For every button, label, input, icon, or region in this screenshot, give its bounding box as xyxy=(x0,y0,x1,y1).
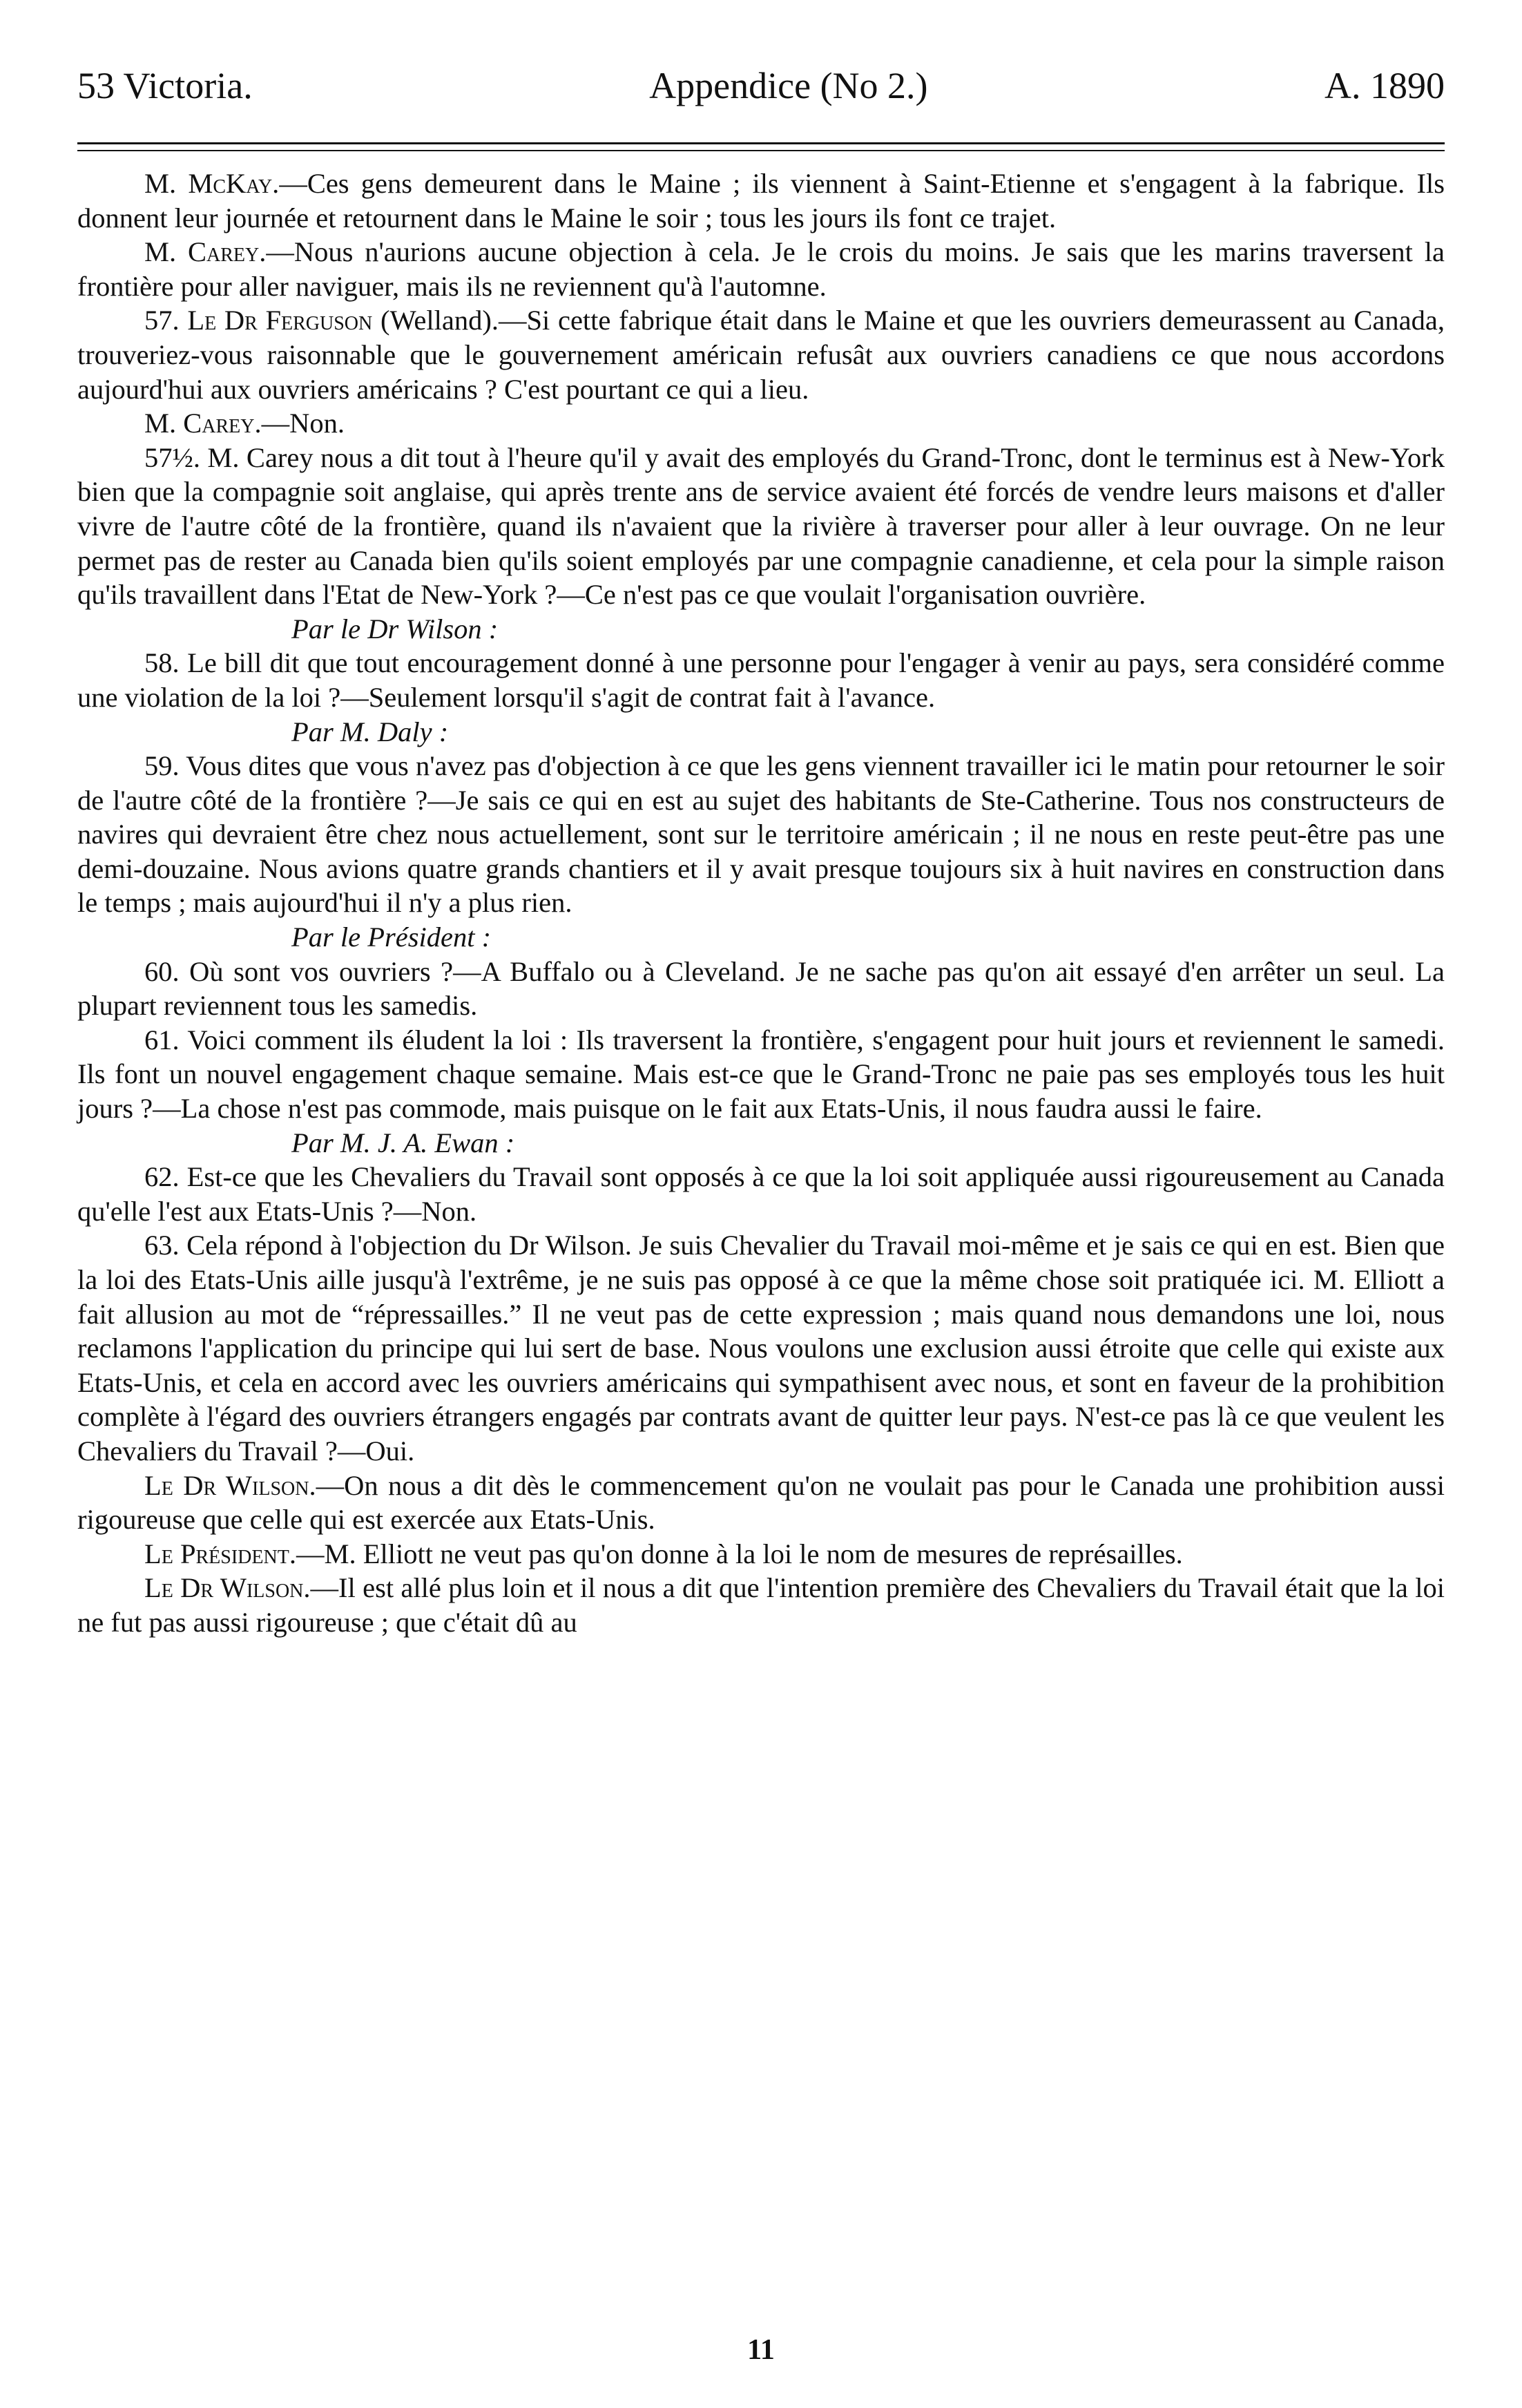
speaker-label: Le Président. xyxy=(144,1538,296,1569)
header-left: 53 Victoria. xyxy=(77,65,253,106)
speaker-label: M. Carey. xyxy=(144,236,267,268)
paragraph xyxy=(77,1469,1445,1537)
document-page xyxy=(77,64,1445,1640)
paragraph xyxy=(77,1023,1445,1126)
paragraph-text: —Non. xyxy=(261,408,345,439)
examiner-heading: Par M. Daly : xyxy=(291,716,449,747)
paragraph-text: —On nous a dit dès le commencement qu'on ne voulait pas pour le Canada une prohibition aussi rigoureuse que celle qui est exercée aux Etats-Unis. xyxy=(77,1469,1445,1536)
paragraph-text: 63. Cela répond à l'objection du Dr Wilson. Je suis Chevalier du Travail moi-même et je sais ce qui en est. Bien que la loi des Etats-Unis aille jusqu'à l'extrême, je ne suis pas opposé à ce que la même chose soit pratiquée ici. M. Elliott a fait allusion au mot de “répressailles.” Il ne veut pas de cette expression ; mais quand nous demandons une loi, nous reclamons l'application du principe qui lui sert de base. Nous voulons une exclusion aussi étroite que celle qui existe aux Etats-Unis, et cela en accord avec les ouvriers américains qui sympathisent avec nous, et sont en faveur de la prohibition complète à l'égard des ouvriers étrangers engagés par contrats avant de quitter leur pays. N'est-ce pas là ce que veulent les Chevaliers du Travail ?—Oui. xyxy=(77,1230,1445,1466)
paragraph-text: 62. Est-ce que les Chevaliers du Travail sont opposés à ce que la loi soit appliquée aussi rigoureusement au Canada qu'elle l'est aux Etats-Unis ?—Non. xyxy=(77,1161,1445,1227)
paragraph-text: (Welland).—Si cette fabrique était dans le Maine et que les ouvriers demeurassent au Canada, trouveriez-vous raisonnable que le gouvernement américain refusât aux ouvriers canadiens ce que nous accordons aujourd'hui aux ouvriers américains ? C'est pourtant ce qui a lieu. xyxy=(77,305,1445,405)
paragraph-text: 58. Le bill dit que tout encouragement donné à une personne pour l'engager à venir au pays, sera considéré comme une violation de la loi ?—Seulement lorsqu'il s'agit de contrat fait à l'avance. xyxy=(77,647,1445,713)
paragraph-text: 61. Voici comment ils éludent la loi : Ils traversent la frontière, s'engagent pour huit jours et reviennent le samedi. Ils font un nouvel engagement chaque semaine. Mais est-ce que le Grand-Tronc ne paie pas ses employés tous les huit jours ?—La chose n'est pas commode, mais puisque on le fait aux Etats-Unis, il nous faudra aussi le faire. xyxy=(77,1024,1445,1125)
paragraph xyxy=(77,1160,1445,1228)
paragraph-text: 60. Où sont vos ouvriers ?—A Buffalo ou à Cleveland. Je ne sache pas qu'on ait essayé d'en arrêter un seul. La plupart reviennent tous les samedis. xyxy=(77,955,1445,1022)
speaker-label: Le Dr Wilson. xyxy=(144,1572,311,1604)
paragraph-text: —Nous n'aurions aucune objection à cela. Je le crois du moins. Je sais que les marins traversent la frontière pour aller naviguer, mais ils ne reviennent qu'à l'automne. xyxy=(77,236,1445,302)
paragraph xyxy=(77,955,1445,1023)
paragraph-text: —Il est allé plus loin et il nous a dit que l'intention première des Chevaliers du Travail était que la loi ne fut pas aussi rigoureuse ; que c'était dû au xyxy=(77,1572,1445,1638)
header-rule xyxy=(77,142,1445,151)
paragraph xyxy=(77,166,1445,235)
running-header xyxy=(77,64,1445,112)
paragraph-text: —Ces gens demeurent dans le Maine ; ils viennent à Saint-Etienne et s'engagent à la fabrique. Ils donnent leur journée et retournent dans le Maine le soir ; tous les jours ils font ce trajet. xyxy=(77,168,1445,233)
paragraph-text: 59. Vous dites que vous n'avez pas d'objection à ce que les gens viennent travailler ici le matin pour retourner le soir de l'autre côté de la frontière ?—Je sais ce qui en est au sujet des habitants de Ste-Catherine. Tous nos constructeurs de navires qui devraient être chez nous actuellement, sont sur le territoire américain ; il ne nous en reste peut-être pas une demi-douzaine. Nous avions quatre grands chantiers et il y avait presque toujours six à huit navires en construction dans le temps ; mais aujourd'hui il n'y a plus rien. xyxy=(77,750,1445,919)
paragraph-text: —M. Elliott ne veut pas qu'on donne à la loi le nom de mesures de représailles. xyxy=(296,1538,1183,1569)
header-right: A. 1890 xyxy=(1324,65,1445,106)
page-number: 11 xyxy=(747,2334,775,2366)
paragraph xyxy=(77,1228,1445,1468)
paragraph xyxy=(77,441,1445,612)
speaker-label: M. McKay. xyxy=(144,168,280,199)
paragraph-text: 57½. M. Carey nous a dit tout à l'heure qu'il y avait des employés du Grand-Tronc, dont le terminus est à New-York bien que la compagnie soit anglaise, qui après trente ans de service avaient été forcés de vendre leurs maisons et d'aller vivre de l'autre côté de la frontière, quand ils n'avaient que la rivière à traverser pour aller à leur ouvrage. On ne leur permet pas de rester au Canada bien qu'ils soient employés par une compagnie canadienne, et cela pour la simple raison qu'ils travaillent dans l'Etat de New-York ?—Ce n'est pas ce que voulait l'organisation ouvrière. xyxy=(77,441,1445,611)
document-body xyxy=(77,166,1445,1640)
speaker-label: Le Dr Wilson. xyxy=(144,1469,316,1501)
paragraph xyxy=(77,235,1445,303)
paragraph xyxy=(77,1537,1445,1571)
examiner-heading: Par M. J. A. Ewan : xyxy=(291,1127,515,1158)
paragraph xyxy=(77,646,1445,714)
speaker-label: 57. Le Dr Ferguson xyxy=(144,305,373,336)
paragraph xyxy=(77,749,1445,920)
examiner-heading: Par le Dr Wilson : xyxy=(291,613,499,644)
paragraph xyxy=(77,303,1445,406)
paragraph xyxy=(77,1571,1445,1639)
speaker-label: M. Carey. xyxy=(144,408,262,439)
paragraph xyxy=(77,406,1445,441)
examiner-heading: Par le Président : xyxy=(291,921,492,953)
header-center: Appendice (No 2.) xyxy=(649,65,928,106)
